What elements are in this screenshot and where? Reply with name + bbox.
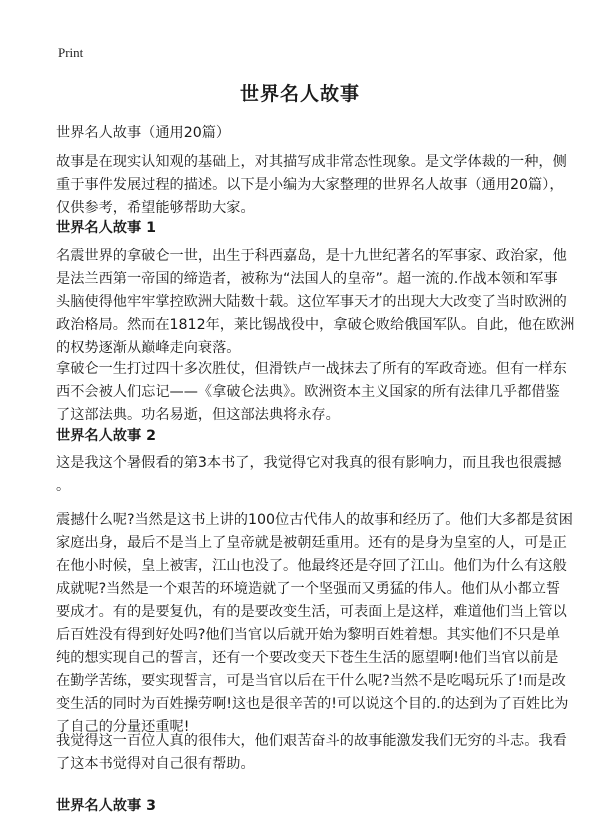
section-2-paragraph-2 xyxy=(56,509,573,739)
text-line: 震撼什么呢?当然是这书上讲的100位古代伟人的故事和经历了。他们大多都是贫困 xyxy=(56,512,573,528)
text-line: 纯的想实现自己的誓言，还有一个要改变天下苍生生活的愿望啊!他们当官以前是 xyxy=(56,650,559,666)
page-title: 世界名人故事 xyxy=(239,83,360,105)
section-heading-1: 世界名人故事 1 xyxy=(56,220,156,236)
text-line: 是法兰西第一帝国的缔造者，被称为“法国人的皇帝”。超一流的.作战本领和军事 xyxy=(56,271,558,287)
section-1-paragraph-2 xyxy=(56,358,567,427)
text-line: 头脑使得他牢牢掌控欧洲大陆数十载。这位军事天才的出现大大改变了当时欧洲的 xyxy=(56,294,567,310)
text-line: 了这本书觉得对自己很有帮助。 xyxy=(56,756,255,772)
text-line: 拿破仑一生打过四十多次胜仗，但滑铁卢一战抹去了所有的军政奇迹。但有一样东 xyxy=(56,361,567,377)
text-line: 名震世界的拿破仑一世，出生于科西嘉岛，是十九世纪著名的军事家、政治家，他 xyxy=(56,248,567,264)
text-line: 了这部法典。功名易逝，但这部法典将永存。 xyxy=(56,407,340,423)
text-line: 这是我这个暑假看的第3本书了，我觉得它对我真的很有影响力，而且我也很震撼 xyxy=(56,455,562,471)
print-link[interactable]: Print xyxy=(58,45,84,60)
text-line: 家庭出身，最后不是当上了皇帝就是被朝廷重用。还有的是身为皇室的人，可是正 xyxy=(56,535,567,551)
text-line: 成就呢?当然是一个艰苦的环境造就了一个坚强而又勇猛的伟人。他们从小都立誓 xyxy=(56,581,561,597)
section-heading-2: 世界名人故事 2 xyxy=(56,428,156,444)
text-line: 。 xyxy=(56,478,71,494)
text-line: 变生活的同时为百姓操劳啊!这也是很辛苦的!可以说这个目的.的达到为了百姓比为 xyxy=(56,696,569,712)
text-line: 在勤学苦练，要实现誓言，可是当官以后在干什么呢?当然不是吃喝玩乐了!而是改 xyxy=(56,673,566,689)
subtitle: 世界名人故事（通用20篇） xyxy=(56,125,231,141)
text-line: 我觉得这一百位人真的很伟大，他们艰苦奋斗的故事能激发我们无穷的斗志。我看 xyxy=(56,733,567,749)
section-1-paragraph-1 xyxy=(56,245,575,360)
text-line: 要成才。有的是要复仇，有的是要改变生活，可表面上是这样，难道他们当上管以 xyxy=(56,604,567,620)
text-line: 西不会被人们忘记——《拿破仑法典》。欧洲资本主义国家的所有法律几乎都借鉴 xyxy=(56,384,560,400)
text-line: 重于事件发展过程的描述。以下是小编为大家整理的世界名人故事（通用20篇）， xyxy=(56,177,564,193)
text-line: 政治格局。然而在1812年，莱比锡战役中，拿破仑败给俄国军队。自此，他在欧洲 xyxy=(56,317,575,333)
section-2-paragraph-3 xyxy=(56,730,567,776)
text-line: 在他小时候，皇上被害，江山也没了。他最终还是夺回了江山。他们为什么有这般 xyxy=(56,558,567,574)
section-heading-3: 世界名人故事 3 xyxy=(56,798,156,814)
text-line: 故事是在现实认知观的基础上，对其描写成非常态性现象。是文学体裁的一种，侧 xyxy=(56,154,567,170)
text-line: 了自己的分量还重呢! xyxy=(56,719,190,735)
text-line: 的权势逐渐从巅峰走向衰落。 xyxy=(56,340,241,356)
intro-paragraph xyxy=(56,151,567,220)
text-line: 仅供参考，希望能够帮助大家。 xyxy=(56,200,255,216)
section-2-paragraph-1 xyxy=(56,452,562,498)
text-line: 后百姓没有得到好处吗?他们当官以后就开始为黎明百姓着想。其实他们不只是单 xyxy=(56,627,561,643)
